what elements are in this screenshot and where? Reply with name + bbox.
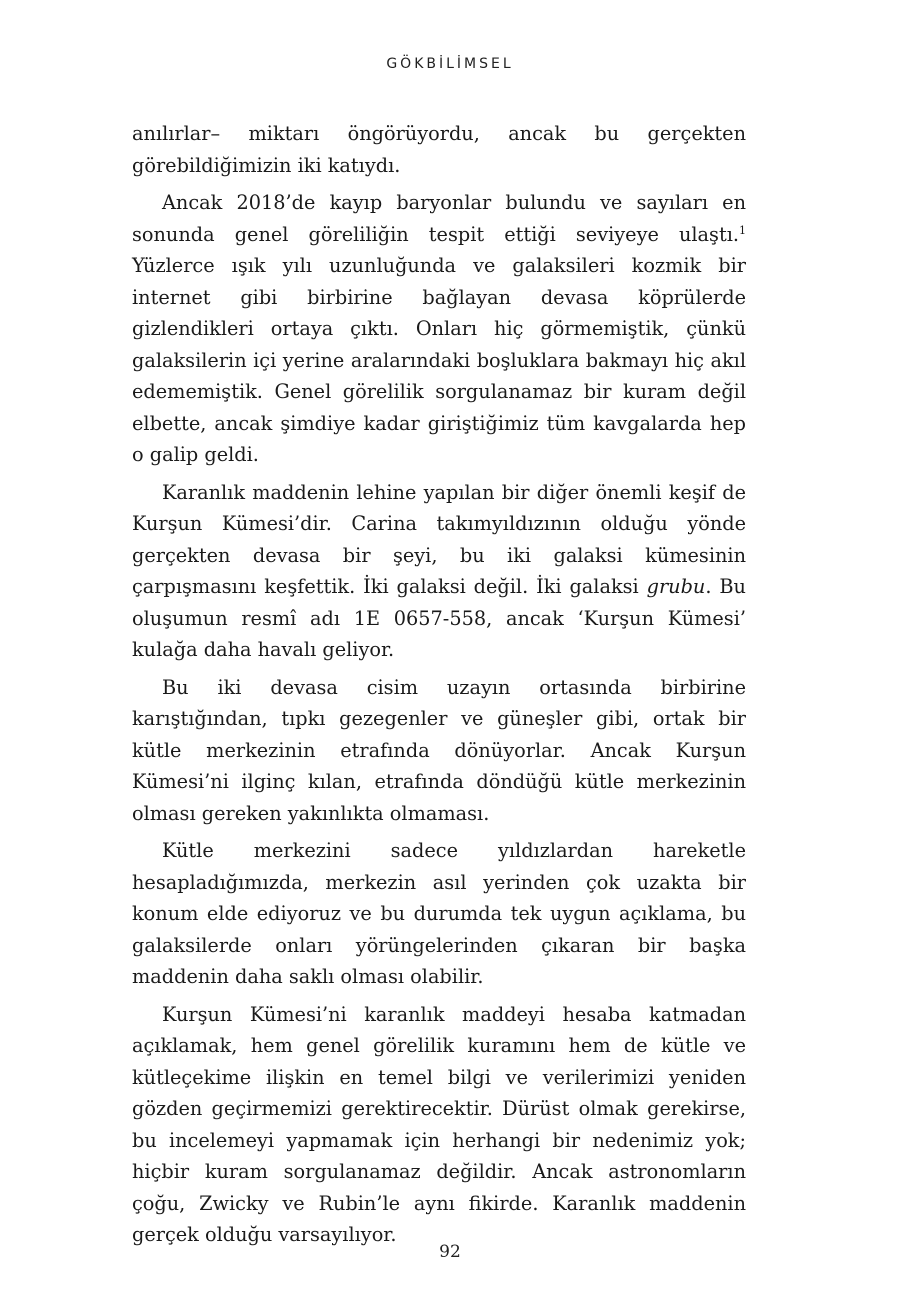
paragraph-2-text-a: Ancak 2018’de kayıp baryonlar bulundu ve sayıları en sonunda genel göreliliğin tespit ettiği seviyeye ulaştı. — [132, 191, 746, 246]
paragraph-6: Kurşun Kümesi’ni karanlık maddeyi hesaba katmadan açıklamak, hem genel görelilik kuramını hem de kütle ve kütleçekime ilişkin en temel bilgi ve verilerimizi yeniden gözden geçirmemizi gerektirecektir. Dürüst olmak gerekirse, bu incelemeyi yapmamak için herhangi bir nedenimiz yok; hiçbir kuram sorgulanamaz değildir. Ancak astronomların çoğu, Zwicky ve Rubin’le aynı fikirde. Karanlık maddenin gerçek olduğu varsayılıyor. — [132, 1002, 746, 1246]
footnote-marker[interactable]: 1 — [739, 223, 746, 237]
paragraph-4: Bu iki devasa cisim uzayın ortasında birbirine karıştığından, tıpkı gezegenler ve güneşler gibi, ortak bir kütle merkezinin etrafında dönüyorlar. Ancak Kurşun Kümesi’ni ilginç kılan, etrafında döndüğü kütle merkezinin olması gereken yakınlıkta olmaması. — [132, 675, 746, 825]
page-number: 92 — [439, 1242, 461, 1262]
paragraph-3-text-b: . Bu oluşumun resmî adı 1E 0657-558, ancak ‘Kurşun Kümesi’ kulağa daha havalı geliyor. — [132, 575, 746, 661]
paragraph-5: Kütle merkezini sadece yıldızlardan hareketle hesapladığımızda, merkezin asıl yerinden çok uzakta bir konum elde ediyoruz ve bu durumda tek uygun açıklama, bu galaksilerde onları yörüngelerinden çıkaran bir başka maddenin daha saklı olması olabilir. — [132, 839, 746, 988]
paragraph-2 — [132, 187, 746, 471]
paragraph-3-text-a: Karanlık maddenin lehine yapılan bir diğer önemli keşif de Kurşun Kümesi’dir. Carina takımyıldızının olduğu yönde gerçekten devasa bir şeyi, bu iki galaksi kümesinin çarpışmasını keşfettik. İki galaksi değil. İki galaksi — [132, 480, 746, 598]
paragraph-3-emphasis: grubu — [646, 575, 706, 598]
running-head: GÖKBİLİMSEL — [386, 56, 514, 72]
paragraph-2-text-b: Yüzlerce ışık yılı uzunluğunda ve galaksileri kozmik bir internet gibi birbirine bağlayan devasa köprülerde gizlendikleri ortaya çıktı. Onları hiç görmemiştik, çünkü galaksilerin içi yerine aralarındaki boşluklara bakmayı hiç akıl edememiştik. Genel görelilik sorgulanamaz bir kuram değil elbette, ancak şimdiye kadar giriştiğimiz tüm kavgalarda hep o galip geldi. — [132, 254, 746, 466]
body-text — [132, 118, 746, 1257]
paragraph-3 — [132, 477, 746, 666]
paragraph-1: anılırlar– miktarı öngörüyordu, ancak bu gerçekten görebildiğimizin iki katıydı. — [132, 122, 746, 177]
